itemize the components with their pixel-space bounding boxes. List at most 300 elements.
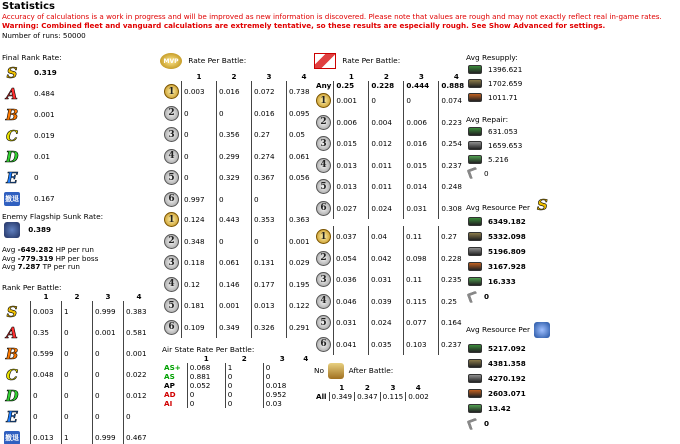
rank-battle-value: 0 xyxy=(93,343,124,364)
ship-1-icon: 1 xyxy=(164,84,179,99)
ship-row xyxy=(162,103,322,125)
rank-c-icon: C xyxy=(6,365,18,384)
ship-cell xyxy=(314,291,334,313)
resource-s-label: Avg Resource Per xyxy=(466,203,531,212)
ship-value: 0.039 xyxy=(369,291,404,313)
any-row xyxy=(314,81,474,90)
rank-retreat-icon: 撤退 xyxy=(4,431,20,444)
rank-b-icon: B xyxy=(5,105,19,124)
rank-d-icon: D xyxy=(5,386,19,405)
ship-row xyxy=(314,312,474,334)
column-header: 4 xyxy=(453,72,459,81)
rank-battle-row xyxy=(2,322,155,343)
column-header: 1 xyxy=(348,72,354,81)
flagship-line-prefix: Avg xyxy=(2,245,18,254)
resource-value: 0 xyxy=(484,292,490,301)
rank-d-icon: D xyxy=(5,147,19,166)
ship-1-icon: 1 xyxy=(316,93,331,108)
ship-value: 0.349 xyxy=(217,317,252,339)
ship-row xyxy=(314,198,474,220)
rank-s-icon: S xyxy=(6,302,18,321)
resource-value: 6349.182 xyxy=(488,217,526,226)
resource-value: 1011.71 xyxy=(488,92,518,102)
sortie-icon xyxy=(328,363,344,379)
air-state-row xyxy=(162,399,310,408)
column-header: 4 xyxy=(136,292,142,301)
ship-value: 0.299 xyxy=(217,146,252,168)
ship-value: 0.013 xyxy=(334,176,369,198)
column-header: 3 xyxy=(266,72,272,81)
rank-retreat-icon: 撤退 xyxy=(4,192,20,206)
air-state-value: 0.03 xyxy=(263,399,301,408)
ship-value: 0.056 xyxy=(287,167,322,189)
resource-row xyxy=(468,214,526,229)
header-spacer xyxy=(162,72,182,81)
rank-battle-value: 0 xyxy=(62,343,93,364)
resource-value: 3167.928 xyxy=(488,262,526,271)
resource-value: 13.42 xyxy=(488,404,511,413)
ship-2-icon: 2 xyxy=(316,115,331,130)
no-after-prefix: No xyxy=(314,366,325,375)
ship-cell xyxy=(162,81,182,103)
ship-cell xyxy=(314,176,334,198)
ship-value: 0 xyxy=(252,231,287,253)
ship-value: 0 xyxy=(252,189,287,211)
resource-row xyxy=(468,289,526,304)
ship-value: 0.27 xyxy=(439,226,474,248)
ship-value: 0.077 xyxy=(404,312,439,334)
no-after-value: 0.349 xyxy=(329,392,355,401)
ship-value: 0.235 xyxy=(439,269,474,291)
resource-value: 0 xyxy=(484,168,489,178)
rank-e-icon: E xyxy=(6,168,18,187)
ship-value: 0.363 xyxy=(287,209,322,231)
rank-battle-value: 0.013 xyxy=(31,427,62,444)
ship-4-icon: 4 xyxy=(164,149,179,164)
rank-battle-value: 0 xyxy=(124,406,155,427)
resource-value: 1702.659 xyxy=(488,78,523,88)
final-rank-value: 0.001 xyxy=(34,110,55,119)
ship-3-icon: 3 xyxy=(164,255,179,270)
ship-cell xyxy=(314,334,334,356)
resource-row xyxy=(468,124,522,138)
ship-cell xyxy=(162,124,182,146)
ship-cell xyxy=(162,209,182,231)
ship-row xyxy=(162,274,322,296)
column-header: 4 xyxy=(301,72,307,81)
ship-value: 0.041 xyxy=(334,334,369,356)
ship-value: 0.115 xyxy=(404,291,439,313)
column-header-row xyxy=(314,72,474,81)
ship-5-icon: 5 xyxy=(316,315,331,330)
column-header: 1 xyxy=(43,292,49,301)
ship-value: 0.074 xyxy=(439,90,474,112)
ship-value: 0.012 xyxy=(369,133,404,155)
rank-cell xyxy=(2,364,31,385)
ship-row xyxy=(162,209,322,231)
rank-battle-row xyxy=(2,301,155,322)
air-state-value: 0.052 xyxy=(187,381,225,390)
final-rank-row xyxy=(4,125,57,146)
air-state-value: 1 xyxy=(225,363,263,372)
final-rank-row xyxy=(4,167,57,188)
ship-value: 0 xyxy=(217,189,252,211)
ship-value: 0.046 xyxy=(334,291,369,313)
ship-value: 0.035 xyxy=(369,334,404,356)
ship-value: 0.016 xyxy=(252,103,287,125)
resource-row xyxy=(468,341,526,356)
final-rank-value: 0.01 xyxy=(34,152,51,161)
ship-value: 0.195 xyxy=(287,274,322,296)
ship-value: 0.353 xyxy=(252,209,287,231)
ship-2-icon: 2 xyxy=(164,106,179,121)
resource-row xyxy=(468,259,526,274)
rank-cell xyxy=(2,343,31,364)
ship-row xyxy=(162,167,322,189)
ship-value: 0.029 xyxy=(287,252,322,274)
column-header: 2 xyxy=(231,72,237,81)
ship-value: 0.997 xyxy=(182,189,217,211)
rank-battle-value: 0.001 xyxy=(124,343,155,364)
resource-row xyxy=(468,244,526,259)
column-header: 3 xyxy=(390,383,396,392)
ship-row xyxy=(162,295,322,317)
ship-value: 0.254 xyxy=(439,133,474,155)
air-state-value: 0 xyxy=(263,363,301,372)
ship-value: 0.05 xyxy=(287,124,322,146)
final-rank-value: 0 xyxy=(34,173,39,182)
steel-icon xyxy=(468,247,482,256)
ship-value: 0.036 xyxy=(334,269,369,291)
fuel-icon xyxy=(468,217,482,226)
ship-value: 0.223 xyxy=(439,112,474,134)
no-after-value: 0.115 xyxy=(380,392,406,401)
resource-value: 4270.192 xyxy=(488,374,526,383)
resource-s-header xyxy=(466,197,550,213)
air-state-row xyxy=(162,372,310,381)
ship-value: 0.118 xyxy=(182,252,217,274)
rank-battle-value: 0.999 xyxy=(93,427,124,444)
final-rank-value: 0.319 xyxy=(34,68,57,77)
ship-value: 0.004 xyxy=(369,112,404,134)
ship-cell xyxy=(162,252,182,274)
flagship-label: Enemy Flagship Sunk Rate: xyxy=(2,212,104,221)
final-rank-list xyxy=(4,62,57,209)
column-header: 3 xyxy=(105,292,111,301)
ship-value: 0.11 xyxy=(404,226,439,248)
hammer-icon xyxy=(467,417,480,430)
column-header: 2 xyxy=(74,292,80,301)
resource-row xyxy=(468,356,526,371)
taiha-header xyxy=(314,53,400,69)
ship-row xyxy=(162,124,322,146)
rank-battle-row xyxy=(2,385,155,406)
any-value: 0.444 xyxy=(404,81,439,90)
resource-value: 5217.092 xyxy=(488,344,526,353)
flagship-hp-lines xyxy=(2,246,98,272)
ship-value: 0.12 xyxy=(182,274,217,296)
ship-value: 0.291 xyxy=(287,317,322,339)
ship-row xyxy=(314,176,474,198)
flagship-line-prefix: Avg xyxy=(2,253,18,263)
resource-value: 631.053 xyxy=(488,126,518,136)
ship-value: 0.095 xyxy=(287,103,322,125)
rank-battle-value: 0 xyxy=(93,385,124,406)
ship-value: 0.031 xyxy=(404,198,439,220)
ship-value: 0.031 xyxy=(369,269,404,291)
header-spacer xyxy=(162,354,187,363)
ship-value: 0.003 xyxy=(182,81,217,103)
flagship-line-suffix: HP per run xyxy=(53,245,94,254)
ship-1-icon: 1 xyxy=(164,212,179,227)
bauxite-icon xyxy=(468,262,482,271)
bucket-icon xyxy=(468,155,482,164)
ship-value: 0.131 xyxy=(252,252,287,274)
hammer-icon xyxy=(467,290,480,303)
ship-row xyxy=(162,146,322,168)
ship-value: 0.016 xyxy=(404,133,439,155)
ship-row xyxy=(314,155,474,177)
ship-value: 0.228 xyxy=(439,248,474,270)
resupply-list xyxy=(468,62,522,104)
air-state-value: 0 xyxy=(225,372,263,381)
resource-row xyxy=(468,138,522,152)
ship-cell xyxy=(162,231,182,253)
accuracy-note: Accuracy of calculations is a work in progress and will be improved as new information is discovered. Please note that values are rough and may not exactly reflect real in-game rates. xyxy=(2,12,662,21)
warning-text: Warning: Combined fleet and vanguard calculations are extremely tentative, so these results are especially rough. See Show Advanced for settings. xyxy=(2,21,606,30)
flagship-line-suffix: HP per boss xyxy=(53,253,99,263)
ship-value: 0.177 xyxy=(252,274,287,296)
steel-icon xyxy=(468,374,482,383)
flagship-value: 0.389 xyxy=(28,225,52,234)
resource-x-label: Avg Resource Per xyxy=(466,325,531,334)
final-rank-value: 0.484 xyxy=(34,89,55,98)
header-spacer xyxy=(314,72,334,81)
ship-row xyxy=(162,189,322,211)
resource-value: 1396.621 xyxy=(488,64,523,74)
resource-x-header xyxy=(466,322,550,338)
ship-2-icon: 2 xyxy=(316,251,331,266)
any-value: 0.888 xyxy=(439,81,474,90)
ship-value: 0.006 xyxy=(404,112,439,134)
ship-value: 0.109 xyxy=(182,317,217,339)
rank-battle-value: 0 xyxy=(62,322,93,343)
column-header: 3 xyxy=(279,354,285,363)
ship-row xyxy=(162,231,322,253)
rank-battle-value: 0.048 xyxy=(31,364,62,385)
page-title: Statistics xyxy=(2,1,55,12)
air-state-row xyxy=(162,381,310,390)
rank-battle-value: 0 xyxy=(31,406,62,427)
ship-cell xyxy=(162,103,182,125)
ship-value: 0 xyxy=(369,90,404,112)
rank-per-battle-table xyxy=(2,292,155,444)
ship-cell xyxy=(314,90,334,112)
ship-value: 0.738 xyxy=(287,81,322,103)
ship-value: 0.122 xyxy=(287,295,322,317)
column-header: 2 xyxy=(364,383,370,392)
ship-value: 0.031 xyxy=(334,312,369,334)
air-state-value: 0.018 xyxy=(263,381,301,390)
rank-battle-value: 1 xyxy=(62,427,93,444)
rank-per-battle-label: Rank Per Battle: xyxy=(2,283,62,292)
bauxite-icon xyxy=(468,389,482,398)
ship-value: 0.072 xyxy=(252,81,287,103)
final-rank-label: Final Rank Rate: xyxy=(2,53,62,62)
ship-value: 0.248 xyxy=(439,176,474,198)
ship-value: 0.329 xyxy=(217,167,252,189)
resource-row xyxy=(468,229,526,244)
ship-cell xyxy=(314,133,334,155)
ship-value: 0 xyxy=(182,124,217,146)
rank-e-icon: E xyxy=(6,407,18,426)
ship-value: 0.443 xyxy=(217,209,252,231)
rank-battle-row xyxy=(2,427,155,444)
column-header: 2 xyxy=(383,72,389,81)
rank-battle-value: 0.599 xyxy=(31,343,62,364)
ship-cell xyxy=(162,167,182,189)
rank-battle-row xyxy=(2,343,155,364)
air-state-name: AI xyxy=(164,399,173,408)
final-rank-row xyxy=(4,83,57,104)
column-header: 2 xyxy=(241,354,247,363)
fuel-icon xyxy=(468,127,482,136)
resource-value: 5.216 xyxy=(488,154,509,164)
resource-x-list xyxy=(468,341,526,431)
ship-3-icon: 3 xyxy=(316,272,331,287)
ship-5-icon: 5 xyxy=(316,179,331,194)
final-rank-row xyxy=(4,146,57,167)
rank-battle-value: 0.001 xyxy=(93,322,124,343)
rank-battle-value: 0.003 xyxy=(31,301,62,322)
ship-row xyxy=(314,269,474,291)
column-header: 4 xyxy=(415,383,421,392)
final-rank-row xyxy=(4,62,57,83)
all-label: All xyxy=(316,392,327,401)
ship-value: 0.124 xyxy=(182,209,217,231)
fuel-icon xyxy=(468,65,482,74)
ship-6-icon: 6 xyxy=(316,201,331,216)
no-after-header xyxy=(314,363,393,379)
ship-3-icon: 3 xyxy=(316,136,331,151)
ship-value: 0 xyxy=(182,103,217,125)
flagship-row xyxy=(4,222,51,238)
any-value: 0.25 xyxy=(334,81,369,90)
air-state-value: 0.952 xyxy=(263,390,301,399)
ship-value: 0.001 xyxy=(334,90,369,112)
ship-value: 0.181 xyxy=(182,295,217,317)
rank-battle-value: 0 xyxy=(62,364,93,385)
rank-battle-value: 0 xyxy=(31,385,62,406)
ship-value: 0.164 xyxy=(439,312,474,334)
column-header: 1 xyxy=(339,383,345,392)
bauxite-icon xyxy=(468,93,482,102)
rank-battle-value: 0 xyxy=(62,385,93,406)
final-rank-row xyxy=(4,188,57,209)
mvp-label: Rate Per Battle: xyxy=(188,56,247,65)
resource-row xyxy=(468,62,522,76)
ship-value: 0.274 xyxy=(252,146,287,168)
rank-battle-value: 0.999 xyxy=(93,301,124,322)
ship-value: 0.237 xyxy=(439,334,474,356)
flagship-line-value: -779.319 xyxy=(17,253,54,263)
air-state-value: 0 xyxy=(225,381,263,390)
ship-value: 0.015 xyxy=(404,155,439,177)
ship-value: 0.348 xyxy=(182,231,217,253)
rank-cell xyxy=(2,322,31,343)
resource-row xyxy=(468,90,522,104)
no-after-table xyxy=(314,383,431,401)
resource-row xyxy=(468,386,526,401)
ship-value: 0.027 xyxy=(334,198,369,220)
ship-cell xyxy=(314,269,334,291)
ship-row xyxy=(162,317,322,339)
column-header-row xyxy=(2,292,155,301)
ammo-icon xyxy=(468,232,482,241)
ship-row xyxy=(162,252,322,274)
ship-value: 0.308 xyxy=(439,198,474,220)
ship-value: 0.27 xyxy=(252,124,287,146)
rank-cell xyxy=(2,406,31,427)
s-rank-icon: S xyxy=(536,196,548,214)
resource-value: 5196.809 xyxy=(488,247,526,256)
air-state-name: AD xyxy=(164,390,176,399)
no-after-value: 0.347 xyxy=(355,392,381,401)
rank-cell xyxy=(2,385,31,406)
column-header-row xyxy=(314,383,431,392)
flagship-line xyxy=(2,263,98,272)
ship-value: 0.061 xyxy=(287,146,322,168)
flagship-line-suffix: TP per run xyxy=(40,262,80,271)
steel-icon xyxy=(468,141,482,150)
mvp-table-main xyxy=(162,72,322,210)
ship-value: 0.11 xyxy=(404,269,439,291)
bucket-icon xyxy=(468,404,482,413)
air-state-label: Air State Rate Per Battle: xyxy=(162,345,255,354)
ship-value: 0.006 xyxy=(334,112,369,134)
ship-value: 0.037 xyxy=(334,226,369,248)
ship-value: 0.011 xyxy=(369,155,404,177)
column-header: 1 xyxy=(196,72,202,81)
flagship-line-value: -649.282 xyxy=(17,245,54,254)
fuel-icon xyxy=(468,344,482,353)
air-state-value: 0.068 xyxy=(187,363,225,372)
column-header: 3 xyxy=(418,72,424,81)
resource-row xyxy=(468,274,526,289)
header-spacer xyxy=(314,383,329,392)
air-state-value: 0 xyxy=(263,372,301,381)
air-state-value: 0 xyxy=(225,390,263,399)
ship-4-icon: 4 xyxy=(316,294,331,309)
air-state-name: AS xyxy=(164,372,175,381)
rank-battle-value: 0.022 xyxy=(124,364,155,385)
ship-5-icon: 5 xyxy=(164,298,179,313)
ship-value: 0.237 xyxy=(439,155,474,177)
ship-6-icon: 6 xyxy=(164,320,179,335)
resource-row xyxy=(468,166,522,180)
ship-value: 0.054 xyxy=(334,248,369,270)
rank-battle-value: 1 xyxy=(62,301,93,322)
mvp-header xyxy=(160,53,246,69)
ship-3-icon: 3 xyxy=(164,127,179,142)
air-state-value: 0.881 xyxy=(187,372,225,381)
rank-a-icon: A xyxy=(6,323,18,342)
ship-value: 0.326 xyxy=(252,317,287,339)
ship-row xyxy=(314,112,474,134)
resource-value: 2603.071 xyxy=(488,389,526,398)
ship-cell xyxy=(314,312,334,334)
resource-row xyxy=(468,416,526,431)
